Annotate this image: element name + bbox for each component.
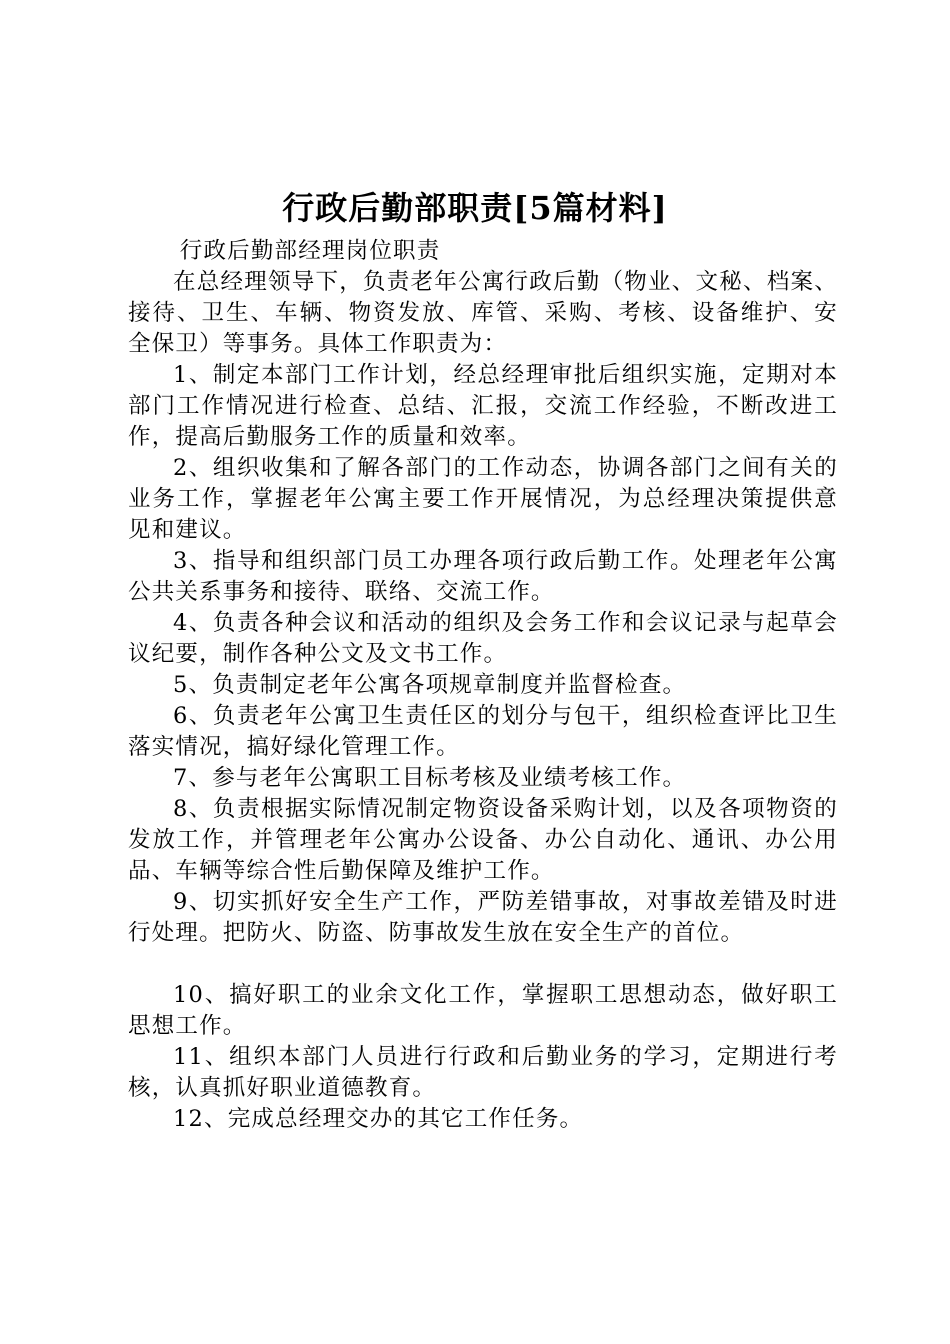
- duty-item-9: 9、切实抓好安全生产工作，严防差错事故，对事故差错及时进行处理。把防火、防盗、防事故发生放在安全生产的首位。: [128, 889, 838, 946]
- duty-item-1: 1、制定本部门工作计划，经总经理审批后组织实施，定期对本部门工作情况进行检查、总结、汇报，交流工作经验，不断改进工作，提高后勤服务工作的质量和效率。: [128, 362, 838, 450]
- duty-item-5: 5、负责制定老年公寓各项规章制度并监督检查。: [173, 672, 687, 698]
- duty-item-12: 12、完成总经理交办的其它工作任务。: [173, 1106, 584, 1132]
- document-title: 行政后勤部职责[5篇材料]: [282, 189, 668, 227]
- duty-item-10: 10、搞好职工的业余文化工作，掌握职工思想动态，做好职工思想工作。: [128, 982, 838, 1039]
- duty-item-7: 7、参与老年公寓职工目标考核及业绩考核工作。: [173, 765, 687, 791]
- duty-item-8: 8、负责根据实际情况制定物资设备采购计划，以及各项物资的发放工作，并管理老年公寓办公设备、办公自动化、通讯、办公用品、车辆等综合性后勤保障及维护工作。: [128, 796, 838, 884]
- duty-item-11: 11、组织本部门人员进行行政和后勤业务的学习，定期进行考核，认真抓好职业道德教育。: [128, 1044, 838, 1101]
- duty-item-4: 4、负责各种会议和活动的组织及会务工作和会议记录与起草会议纪要，制作各种公文及文书工作。: [128, 610, 838, 667]
- duty-item-3: 3、指导和组织部门员工办理各项行政后勤工作。处理老年公寓公共关系事务和接待、联络、交流工作。: [128, 548, 838, 605]
- document-body: [128, 236, 838, 1135]
- intro-paragraph: 在总经理领导下，负责老年公寓行政后勤（物业、文秘、档案、接待、卫生、车辆、物资发放、库管、采购、考核、设备维护、安全保卫）等事务。具体工作职责为：: [128, 269, 838, 357]
- duty-item-2: 2、组织收集和了解各部门的工作动态，协调各部门之间有关的业务工作，掌握老年公寓主要工作开展情况，为总经理决策提供意见和建议。: [128, 455, 838, 543]
- section-subheading: 行政后勤部经理岗位职责: [179, 238, 441, 264]
- duty-item-6: 6、负责老年公寓卫生责任区的划分与包干，组织检查评比卫生落实情况，搞好绿化管理工作。: [128, 703, 838, 760]
